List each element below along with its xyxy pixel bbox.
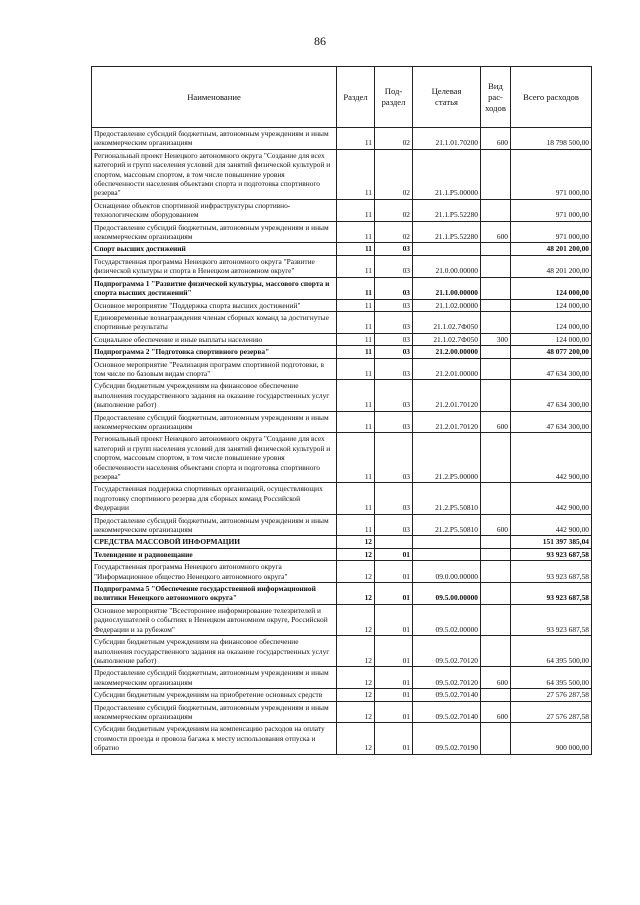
row-section-cell: 12: [337, 548, 375, 560]
row-amount-cell: 48 201 200,00: [511, 243, 592, 255]
row-amount-cell: 47 634 300,00: [511, 380, 592, 411]
row-amount-cell: 93 923 687,58: [511, 583, 592, 605]
row-expense-type-cell: [481, 311, 511, 333]
row-subsection-cell: 02: [375, 128, 413, 150]
row-subsection-cell: 03: [375, 433, 413, 483]
row-amount-cell: 27 576 287,58: [511, 701, 592, 723]
row-subsection-cell: 03: [375, 514, 413, 536]
row-target-article-cell: 21.1.00.00000: [413, 277, 481, 299]
row-expense-type-cell: 600: [481, 128, 511, 150]
header-name: Наименование: [92, 67, 337, 128]
row-section-cell: 11: [337, 128, 375, 150]
row-amount-cell: 442 900,00: [511, 433, 592, 483]
row-name-cell: Региональный проект Ненецкого автономного округа "Создание для всех категорий и групп населения условий для занятий физической культурой и спортом, массовым спортом, в том числе повышение уровня обеспеченности населения объектами спорта и подготовка спортивного резерва": [92, 149, 337, 199]
row-section-cell: 11: [337, 299, 375, 311]
row-subsection-cell: 01: [375, 604, 413, 635]
row-name-cell: Государственная программа Ненецкого автономного округа "Развитие физической культуры и спорта в Ненецком автономном округе": [92, 255, 337, 277]
row-expense-type-cell: [481, 723, 511, 754]
row-target-article-cell: 09.5.02.70120: [413, 667, 481, 689]
table-row: [92, 346, 592, 358]
row-target-article-cell: 09.5.02.70120: [413, 636, 481, 667]
row-target-article-cell: 09.5.02.70140: [413, 701, 481, 723]
table-row: [92, 433, 592, 483]
table-row: [92, 411, 592, 433]
row-expense-type-cell: [481, 561, 511, 583]
row-target-article-cell: 21.1.02.00000: [413, 299, 481, 311]
row-amount-cell: 93 923 687,58: [511, 561, 592, 583]
row-amount-cell: 48 201 200,00: [511, 255, 592, 277]
header-total-expenses: Всего расходов: [511, 67, 592, 128]
row-expense-type-cell: [481, 380, 511, 411]
row-subsection-cell: 03: [375, 358, 413, 380]
row-subsection-cell: 03: [375, 277, 413, 299]
row-expense-type-cell: [481, 433, 511, 483]
row-expense-type-cell: [481, 358, 511, 380]
row-section-cell: 11: [337, 411, 375, 433]
row-target-article-cell: 09.0.00.00000: [413, 561, 481, 583]
header-subsection: Под- раздел: [375, 67, 413, 128]
row-amount-cell: 47 634 300,00: [511, 358, 592, 380]
row-target-article-cell: 21.1.02.7Ф050: [413, 333, 481, 345]
row-section-cell: 11: [337, 433, 375, 483]
row-section-cell: 11: [337, 514, 375, 536]
table-row: [92, 689, 592, 701]
row-name-cell: Субсидии бюджетным учреждениям на финансовое обеспечение выполнения государственного задания на оказание государственных услуг (выполнение работ): [92, 636, 337, 667]
row-subsection-cell: 03: [375, 311, 413, 333]
row-section-cell: 12: [337, 561, 375, 583]
table-row: [92, 380, 592, 411]
row-subsection-cell: 01: [375, 689, 413, 701]
row-name-cell: Телевидение и радиовещание: [92, 548, 337, 560]
row-section-cell: 12: [337, 667, 375, 689]
row-target-article-cell: 21.0.00.00000: [413, 255, 481, 277]
row-amount-cell: 900 000,00: [511, 723, 592, 754]
row-name-cell: Государственная поддержка спортивных организаций, осуществляющих подготовку спортивного резерва для сборных команд Российской Федерации: [92, 483, 337, 514]
budget-table: [91, 66, 592, 755]
row-name-cell: Основное мероприятие "Всестороннее информирование телезрителей и радиослушателей о событиях в Ненецком автономном округе, Российской Федерации и за рубежом": [92, 604, 337, 635]
row-target-article-cell: 21.1.01.70200: [413, 128, 481, 150]
row-section-cell: 12: [337, 701, 375, 723]
row-subsection-cell: 03: [375, 299, 413, 311]
row-target-article-cell: [413, 536, 481, 548]
table-row: [92, 701, 592, 723]
row-expense-type-cell: [481, 536, 511, 548]
table-row: [92, 583, 592, 605]
row-target-article-cell: 21.1.Р5.52280: [413, 199, 481, 221]
row-amount-cell: 124 000,00: [511, 277, 592, 299]
row-expense-type-cell: [481, 243, 511, 255]
row-target-article-cell: [413, 243, 481, 255]
row-subsection-cell: 01: [375, 561, 413, 583]
row-section-cell: 11: [337, 243, 375, 255]
row-name-cell: Субсидии бюджетным учреждениям на финансовое обеспечение выполнения государственного задания на оказание государственных услуг (выполнение работ): [92, 380, 337, 411]
row-section-cell: 12: [337, 604, 375, 635]
row-amount-cell: 48 077 200,00: [511, 346, 592, 358]
row-subsection-cell: 01: [375, 583, 413, 605]
table-row: [92, 667, 592, 689]
row-target-article-cell: 21.2.01.00000: [413, 358, 481, 380]
row-section-cell: 11: [337, 358, 375, 380]
row-subsection-cell: 03: [375, 333, 413, 345]
row-target-article-cell: 21.1.Р5.52280: [413, 221, 481, 243]
table-row: [92, 128, 592, 150]
row-expense-type-cell: [481, 199, 511, 221]
table-row: [92, 243, 592, 255]
row-name-cell: Субсидии бюджетным учреждениям на компенсацию расходов на оплату стоимости проезда и провоза багажа к месту использования отпуска и обратно: [92, 723, 337, 754]
row-section-cell: 12: [337, 536, 375, 548]
row-expense-type-cell: [481, 548, 511, 560]
row-amount-cell: 442 900,00: [511, 514, 592, 536]
row-name-cell: Подпрограмма 5 "Обеспечение государственной информационной политики Ненецкого автономного округа": [92, 583, 337, 605]
table-row: [92, 149, 592, 199]
row-expense-type-cell: 600: [481, 667, 511, 689]
table-row: [92, 636, 592, 667]
row-section-cell: 11: [337, 149, 375, 199]
row-target-article-cell: 21.2.01.70120: [413, 411, 481, 433]
row-target-article-cell: 21.2.Р5.50810: [413, 514, 481, 536]
row-expense-type-cell: [481, 346, 511, 358]
row-name-cell: Подпрограмма 2 "Подготовка спортивного резерва": [92, 346, 337, 358]
row-expense-type-cell: [481, 689, 511, 701]
row-section-cell: 11: [337, 333, 375, 345]
row-amount-cell: 124 000,00: [511, 333, 592, 345]
row-target-article-cell: 21.1.Р5.00000: [413, 149, 481, 199]
row-amount-cell: 971 000,00: [511, 221, 592, 243]
row-amount-cell: 18 798 500,00: [511, 128, 592, 150]
row-name-cell: Социальное обеспечение и иные выплаты населению: [92, 333, 337, 345]
row-amount-cell: 971 000,00: [511, 199, 592, 221]
table-row: [92, 483, 592, 514]
row-section-cell: 11: [337, 380, 375, 411]
row-subsection-cell: 01: [375, 636, 413, 667]
row-name-cell: Подпрограмма 1 "Развитие физической культуры, массового спорта и спорта высших достижений": [92, 277, 337, 299]
row-expense-type-cell: [481, 636, 511, 667]
row-expense-type-cell: [481, 604, 511, 635]
table-row: [92, 277, 592, 299]
row-name-cell: Предоставление субсидий бюджетным, автономным учреждениям и иным некоммерческим организациям: [92, 701, 337, 723]
row-name-cell: Предоставление субсидий бюджетным, автономным учреждениям и иным некоммерческим организациям: [92, 128, 337, 150]
row-amount-cell: 93 923 687,58: [511, 604, 592, 635]
row-expense-type-cell: [481, 299, 511, 311]
row-section-cell: 12: [337, 636, 375, 667]
row-expense-type-cell: 600: [481, 411, 511, 433]
row-section-cell: 11: [337, 199, 375, 221]
row-expense-type-cell: 600: [481, 221, 511, 243]
row-name-cell: Региональный проект Ненецкого автономного округа "Создание для всех категорий и групп населения условий для занятий физической культурой и спортом, массовым спортом, в том числе повышение уровня обеспеченности населения объектами спорта и подготовка спортивного резерва": [92, 433, 337, 483]
row-target-article-cell: 21.2.01.70120: [413, 380, 481, 411]
row-expense-type-cell: [481, 277, 511, 299]
row-section-cell: 12: [337, 723, 375, 754]
row-amount-cell: 124 000,00: [511, 311, 592, 333]
row-name-cell: Государственная программа Ненецкого автономного округа "Информационное общество Ненецкого автономного округа": [92, 561, 337, 583]
row-subsection-cell: 03: [375, 411, 413, 433]
row-subsection-cell: 03: [375, 255, 413, 277]
row-subsection-cell: [375, 536, 413, 548]
row-name-cell: Предоставление субсидий бюджетным, автономным учреждениям и иным некоммерческим организациям: [92, 514, 337, 536]
row-section-cell: 11: [337, 277, 375, 299]
table-row: [92, 299, 592, 311]
row-subsection-cell: 01: [375, 701, 413, 723]
row-name-cell: Предоставление субсидий бюджетным, автономным учреждениям и иным некоммерческим организациям: [92, 221, 337, 243]
row-subsection-cell: 03: [375, 380, 413, 411]
row-subsection-cell: 02: [375, 199, 413, 221]
table-row: [92, 548, 592, 560]
row-section-cell: 11: [337, 311, 375, 333]
row-section-cell: 11: [337, 346, 375, 358]
row-subsection-cell: 01: [375, 667, 413, 689]
page-number: 86: [314, 34, 326, 48]
table-row: [92, 536, 592, 548]
row-target-article-cell: 21.1.02.7Ф050: [413, 311, 481, 333]
row-section-cell: 11: [337, 483, 375, 514]
row-subsection-cell: 03: [375, 483, 413, 514]
row-amount-cell: 64 395 500,00: [511, 636, 592, 667]
row-expense-type-cell: [481, 483, 511, 514]
row-name-cell: Основное мероприятие "Поддержка спорта высших достижений": [92, 299, 337, 311]
row-amount-cell: 442 900,00: [511, 483, 592, 514]
row-section-cell: 12: [337, 689, 375, 701]
header-section: Раздел: [337, 67, 375, 128]
table-header-row: [92, 67, 592, 128]
table-row: [92, 723, 592, 754]
row-expense-type-cell: [481, 583, 511, 605]
row-target-article-cell: 21.2.Р5.50810: [413, 483, 481, 514]
row-name-cell: Предоставление субсидий бюджетным, автономным учреждениям и иным некоммерческим организациям: [92, 667, 337, 689]
table-row: [92, 221, 592, 243]
row-amount-cell: 124 000,00: [511, 299, 592, 311]
row-expense-type-cell: 600: [481, 514, 511, 536]
table-row: [92, 514, 592, 536]
row-target-article-cell: 09.5.00.00000: [413, 583, 481, 605]
row-amount-cell: 64 395 500,00: [511, 667, 592, 689]
row-expense-type-cell: [481, 255, 511, 277]
header-target-article: Целевая статья: [413, 67, 481, 128]
row-name-cell: Предоставление субсидий бюджетным, автономным учреждениям и иным некоммерческим организациям: [92, 411, 337, 433]
row-amount-cell: 151 397 385,04: [511, 536, 592, 548]
table-row: [92, 604, 592, 635]
row-name-cell: Основное мероприятие "Реализация программ спортивной подготовки, в том числе по базовым видам спорта": [92, 358, 337, 380]
row-name-cell: Субсидии бюджетным учреждениям на приобретение основных средств: [92, 689, 337, 701]
row-subsection-cell: 02: [375, 221, 413, 243]
row-name-cell: Спорт высших достижений: [92, 243, 337, 255]
row-section-cell: 11: [337, 221, 375, 243]
table-row: [92, 333, 592, 345]
table-row: [92, 255, 592, 277]
table-row: [92, 199, 592, 221]
row-target-article-cell: 21.2.Р5.00000: [413, 433, 481, 483]
row-amount-cell: 27 576 287,58: [511, 689, 592, 701]
row-target-article-cell: 21.2.00.00000: [413, 346, 481, 358]
row-subsection-cell: 03: [375, 346, 413, 358]
row-subsection-cell: 01: [375, 548, 413, 560]
row-amount-cell: 47 634 300,00: [511, 411, 592, 433]
row-amount-cell: 971 000,00: [511, 149, 592, 199]
row-subsection-cell: 01: [375, 723, 413, 754]
row-section-cell: 11: [337, 255, 375, 277]
row-expense-type-cell: [481, 149, 511, 199]
row-target-article-cell: 09.5.02.00000: [413, 604, 481, 635]
row-subsection-cell: 03: [375, 243, 413, 255]
row-target-article-cell: 09.5.02.70190: [413, 723, 481, 754]
row-subsection-cell: 02: [375, 149, 413, 199]
row-name-cell: СРЕДСТВА МАССОВОЙ ИНФОРМАЦИИ: [92, 536, 337, 548]
table-row: [92, 561, 592, 583]
row-section-cell: 12: [337, 583, 375, 605]
row-target-article-cell: [413, 548, 481, 560]
row-name-cell: Оснащение объектов спортивной инфраструктуры спортивно-технологическим оборудованием: [92, 199, 337, 221]
row-name-cell: Единовременные вознаграждения членам сборных команд за достигнутые спортивные результаты: [92, 311, 337, 333]
row-amount-cell: 93 923 687,58: [511, 548, 592, 560]
row-target-article-cell: 09.5.02.70140: [413, 689, 481, 701]
row-expense-type-cell: 300: [481, 333, 511, 345]
table-row: [92, 311, 592, 333]
header-expense-type: Вид рас- ходов: [481, 67, 511, 128]
table-row: [92, 358, 592, 380]
row-expense-type-cell: 600: [481, 701, 511, 723]
